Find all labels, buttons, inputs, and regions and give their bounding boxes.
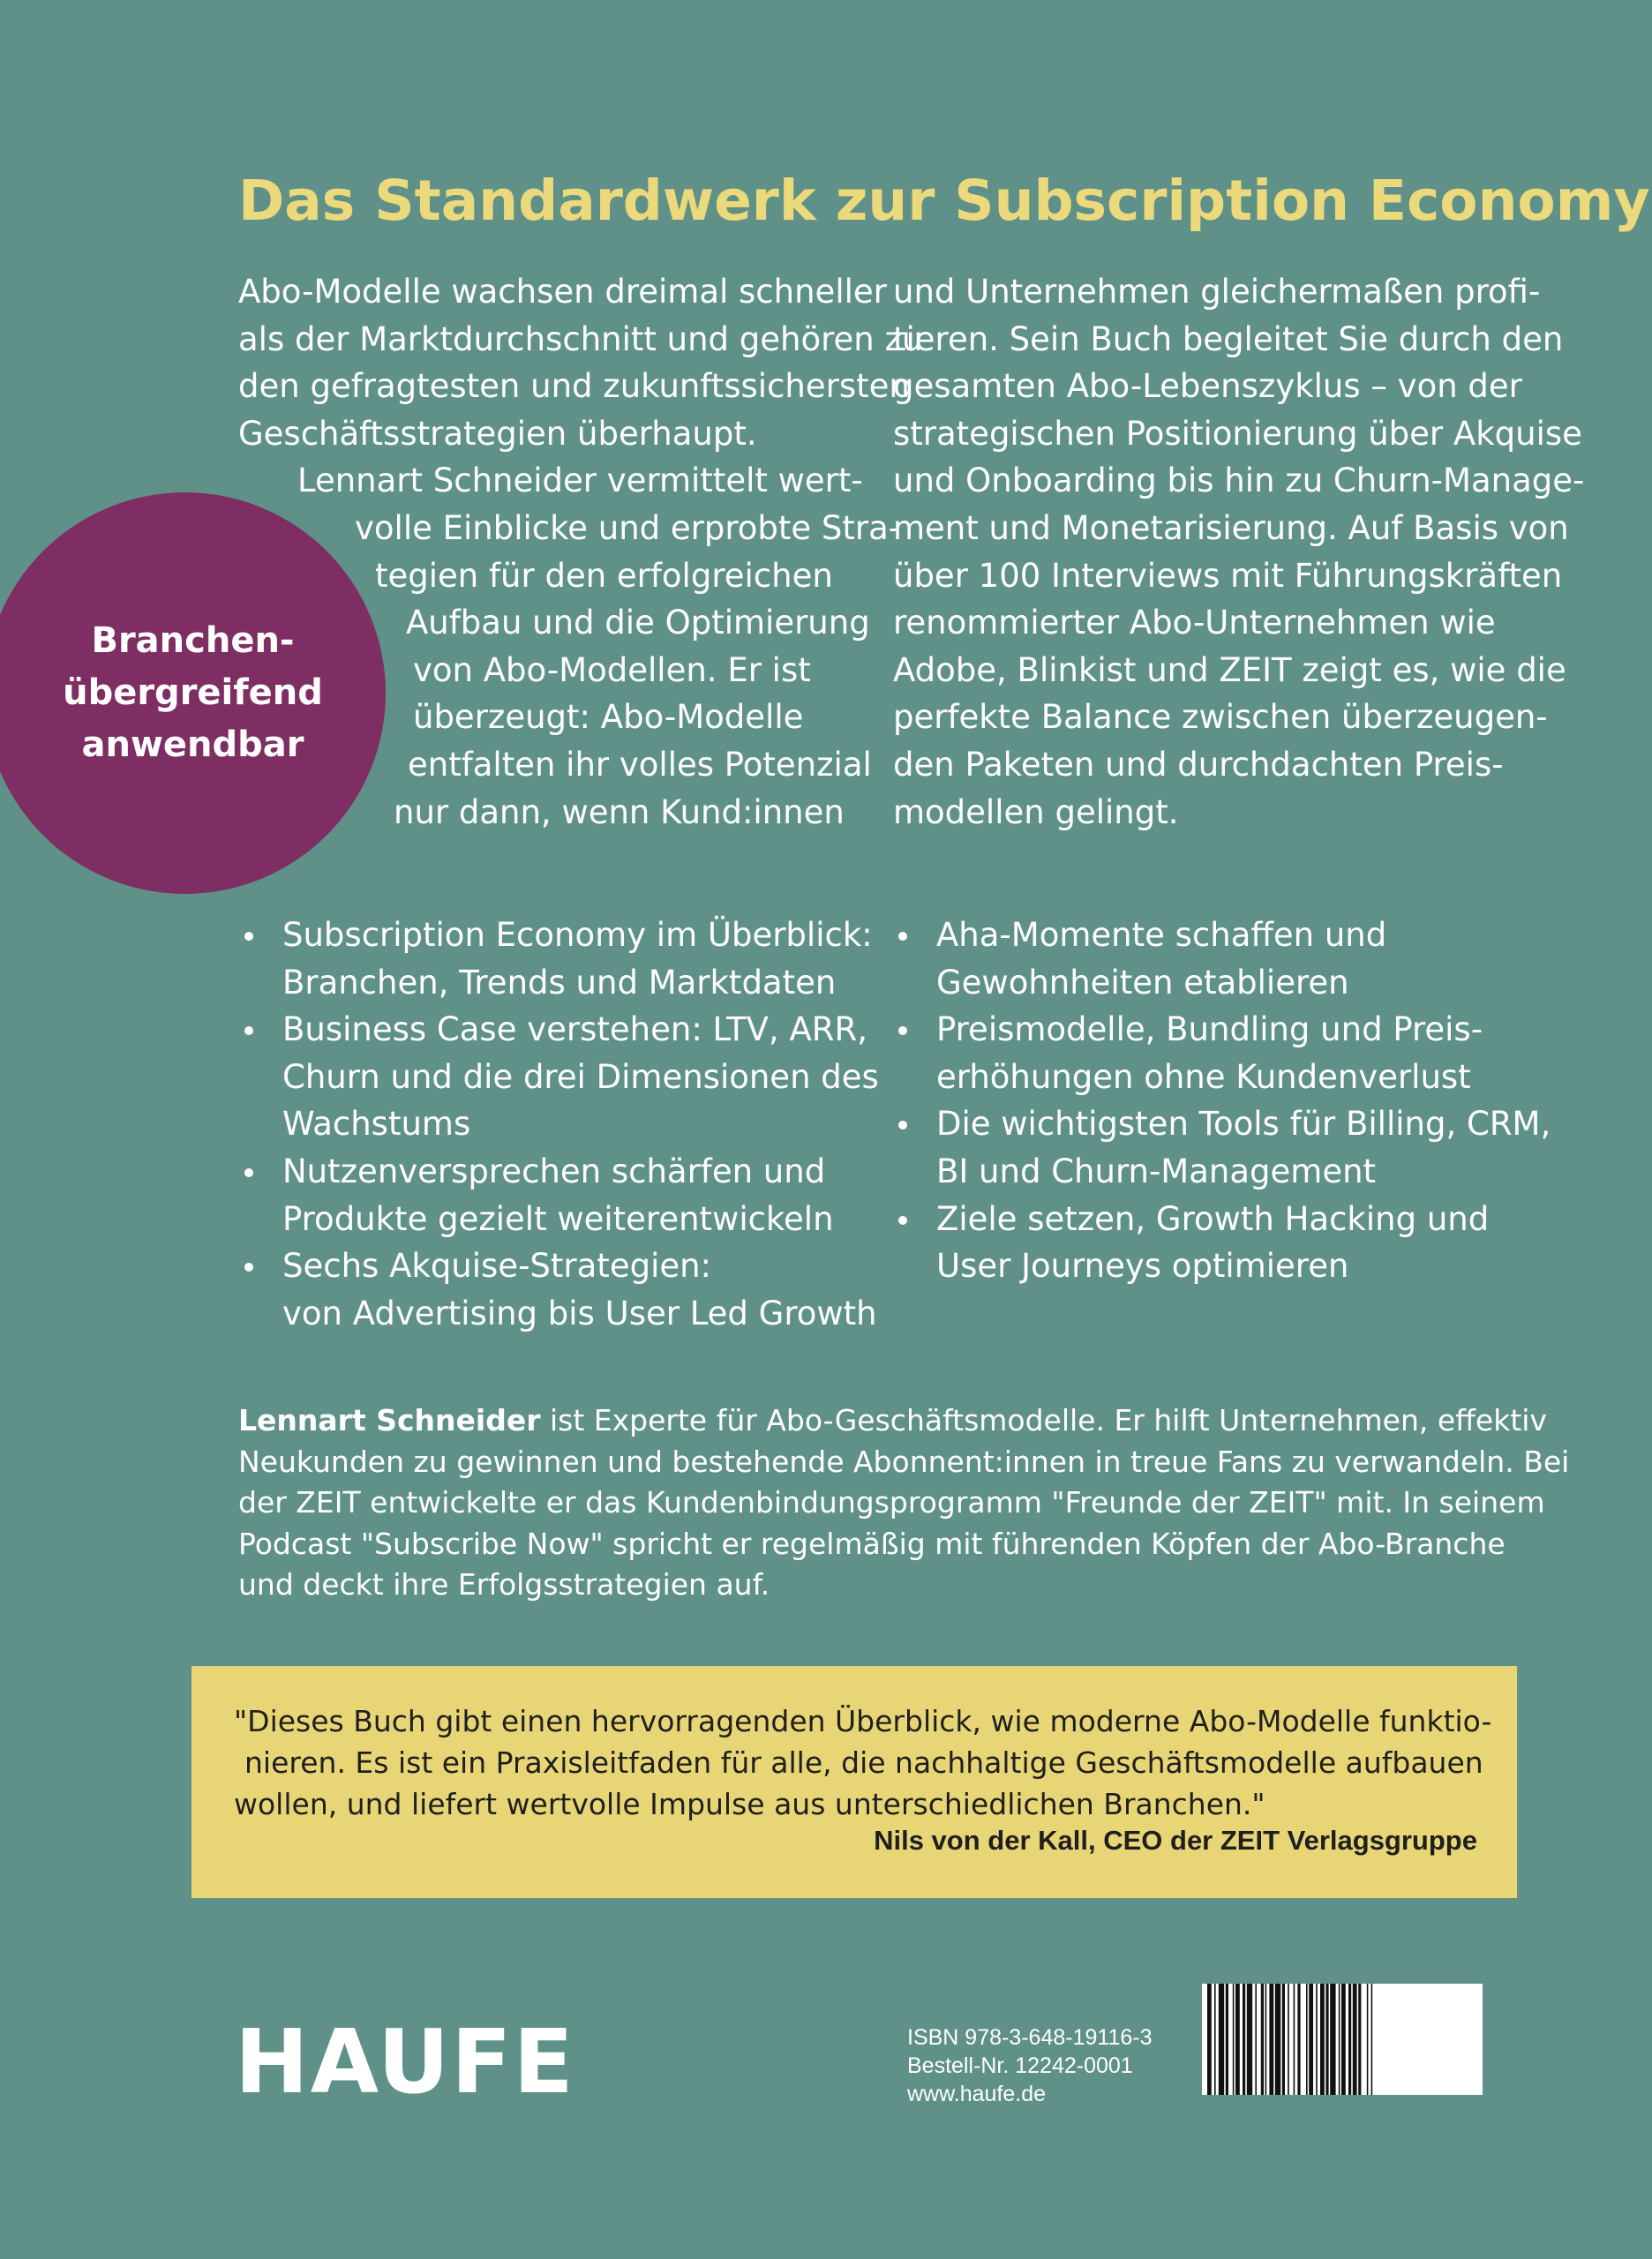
- barcode-bar: [1275, 1984, 1280, 2095]
- intro-left-column: [238, 268, 922, 836]
- barcode-bar: [1297, 1984, 1300, 2095]
- intro-line: Lennart Schneider vermittelt wert-: [297, 462, 863, 500]
- barcode-bar: [1247, 1984, 1252, 2095]
- list-item-line: Die wichtigsten Tools für Billing, CRM,: [936, 1105, 1551, 1144]
- list-item-line: Subscription Economy im Überblick:: [282, 916, 873, 954]
- quote-line: wollen, und liefert wertvolle Impulse aus unterschiedlichen Branchen.": [234, 1787, 1265, 1821]
- intro-line: den Paketen und durchdachten Preis-: [893, 745, 1504, 784]
- barcode-bar: [1320, 1984, 1325, 2095]
- publisher-logo: HAUFE: [235, 2010, 575, 2113]
- list-item-line: von Advertising bis User Led Growth: [282, 1294, 877, 1332]
- bio-line: der ZEIT entwickelte er das Kundenbindungsprogramm "Freunde der ZEIT" mit. In seinem: [238, 1485, 1545, 1520]
- intro-line: gesamten Abo-Lebenszyklus – von der: [893, 367, 1522, 406]
- badge-line: übergreifend: [63, 672, 323, 713]
- list-item: [894, 1006, 1551, 1100]
- list-item: [240, 1006, 879, 1148]
- barcode-bar: [1341, 1984, 1346, 2095]
- badge-line: Branchen-: [91, 620, 295, 661]
- barcode-bar: [1358, 1984, 1361, 2095]
- intro-line: nur dann, wenn Kund:innen: [394, 792, 845, 831]
- intro-line: Aufbau und die Optimierung: [406, 604, 870, 642]
- list-item-line: Nutzenversprechen schärfen und: [282, 1152, 826, 1190]
- barcode-icon: [1202, 1984, 1483, 2095]
- book-headline: Das Standardwerk zur Subscription Economy: [238, 169, 1650, 233]
- testimonial-author: Nils von der Kall, CEO der ZEIT Verlagsgruppe: [874, 1825, 1477, 1856]
- intro-line: modellen gelingt.: [893, 792, 1179, 831]
- barcode-bar: [1309, 1984, 1313, 2095]
- author-bio: [238, 1400, 1570, 1606]
- intro-line: ment und Monetarisierung. Auf Basis von: [893, 508, 1569, 547]
- testimonial-quote: [234, 1700, 1496, 1825]
- intro-line: tieren. Sein Buch begleitet Sie durch den: [893, 319, 1564, 358]
- book-info: [907, 2023, 1153, 2108]
- intro-line: Abo-Modelle wachsen dreimal schneller: [238, 273, 887, 311]
- intro-line: von Abo-Modellen. Er ist: [413, 650, 811, 689]
- barcode-bar: [1371, 1984, 1373, 2095]
- barcode-bar: [1255, 1984, 1257, 2095]
- website-url: www.haufe.de: [907, 2082, 1047, 2106]
- barcode-bar: [1353, 1984, 1357, 2095]
- barcode-bar: [1269, 1984, 1273, 2095]
- list-item-line: Branchen, Trends und Marktdaten: [282, 963, 837, 1002]
- intro-line: entfalten ihr volles Potenzial: [408, 745, 872, 784]
- intro-line: und Onboarding bis hin zu Churn-Manage-: [893, 462, 1585, 500]
- intro-line: über 100 Interviews mit Führungskräften: [893, 556, 1563, 595]
- bio-line: Neukunden zu gewinnen und bestehende Abonnent:innen in treue Fans zu verwandeln. Bei: [238, 1444, 1570, 1479]
- list-item-line: Gewohnheiten etablieren: [936, 963, 1349, 1002]
- list-item-line: Produkte gezielt weiterentwickeln: [282, 1199, 834, 1238]
- intro-line: als der Marktdurchschnitt und gehören zu: [238, 319, 923, 358]
- intro-line: strategischen Positionierung über Akquise: [893, 414, 1582, 453]
- barcode-bar: [1288, 1984, 1289, 2095]
- intro-line: Geschäftsstrategien überhaupt.: [238, 414, 757, 453]
- barcode-bar: [1316, 1984, 1318, 2095]
- barcode-bar: [1282, 1984, 1285, 2095]
- list-item-line: Sechs Akquise-Strategien:: [282, 1247, 712, 1286]
- list-item: [240, 1242, 879, 1337]
- intro-line: perfekte Balance zwischen überzeugen-: [893, 698, 1548, 737]
- barcode-bar: [1348, 1984, 1351, 2095]
- barcode-bar: [1233, 1984, 1235, 2095]
- quote-line: "Dieses Buch gibt einen hervorragenden Überblick, wie moderne Abo-Modelle funktio-: [234, 1704, 1492, 1738]
- barcode-bar: [1265, 1984, 1267, 2095]
- testimonial-box: [191, 1666, 1517, 1898]
- bio-line: [238, 1400, 1547, 1442]
- barcode-bar: [1367, 1984, 1369, 2095]
- barcode-bar: [1261, 1984, 1264, 2095]
- intro-right-column: [893, 268, 1584, 836]
- barcode-bar: [1325, 1984, 1328, 2095]
- list-item-line: Churn und die drei Dimensionen des: [282, 1057, 879, 1096]
- intro-line: renommierter Abo-Unternehmen wie: [893, 604, 1496, 642]
- feature-list-left: [240, 912, 879, 1337]
- list-item-line: BI und Churn-Management: [936, 1152, 1377, 1190]
- barcode-bar: [1214, 1984, 1216, 2095]
- list-item-line: Business Case verstehen: LTV, ARR,: [282, 1010, 867, 1049]
- intro-line: den gefragtesten und zukunftssichersten: [238, 367, 910, 406]
- list-item-line: Preismodelle, Bundling und Preis-: [936, 1010, 1483, 1049]
- bio-line: Podcast "Subscribe Now" spricht er regelmäßig mit führenden Köpfen der Abo-Branche: [238, 1526, 1506, 1561]
- barcode-bar: [1330, 1984, 1335, 2095]
- isbn-number: ISBN 978-3-648-19116-3: [907, 2025, 1153, 2050]
- bio-text: ist Experte für Abo-Geschäftsmodelle. Er hilft Unternehmen, effektiv: [540, 1403, 1547, 1437]
- list-item: [894, 1100, 1551, 1195]
- list-item: [894, 1196, 1551, 1290]
- list-item-line: erhöhungen ohne Kundenverlust: [936, 1057, 1471, 1096]
- list-item-line: Ziele setzen, Growth Hacking und: [936, 1199, 1490, 1238]
- barcode-bar: [1339, 1984, 1340, 2095]
- barcode-bar: [1243, 1984, 1245, 2095]
- list-item-line: Wachstums: [282, 1105, 471, 1144]
- intro-line: überzeugt: Abo-Modelle: [413, 698, 804, 737]
- badge-line: anwendbar: [81, 724, 304, 765]
- order-number: Bestell-Nr. 12242-0001: [907, 2053, 1133, 2078]
- list-item: [894, 912, 1551, 1006]
- intro-line: tegien für den erfolgreichen: [375, 556, 833, 595]
- barcode-bar: [1226, 1984, 1228, 2095]
- feature-list-right: [894, 912, 1551, 1290]
- barcode-bar: [1306, 1984, 1308, 2095]
- bio-line: und deckt ihre Erfolgsstrategien auf.: [238, 1567, 770, 1602]
- list-item: [240, 912, 879, 1006]
- barcode-bar: [1294, 1984, 1295, 2095]
- barcode-graphic: [1202, 1984, 1483, 2095]
- list-item: [240, 1148, 879, 1242]
- list-item-line: User Journeys optimieren: [936, 1247, 1349, 1286]
- intro-line: volle Einblicke und erprobte Stra-: [355, 508, 901, 547]
- intro-line: und Unternehmen gleichermaßen profi-: [893, 273, 1541, 311]
- intro-line: Adobe, Blinkist und ZEIT zeigt es, wie die: [893, 650, 1566, 689]
- author-name: Lennart Schneider: [238, 1403, 541, 1437]
- barcode-bar: [1207, 1984, 1212, 2095]
- quote-line: nieren. Es ist ein Praxisleitfaden für alle, die nachhaltige Geschäftsmodelle aufbauen: [244, 1745, 1483, 1780]
- barcode-bar: [1219, 1984, 1224, 2095]
- barcode-bar: [1235, 1984, 1240, 2095]
- list-item-line: Aha-Momente schaffen und: [936, 916, 1387, 954]
